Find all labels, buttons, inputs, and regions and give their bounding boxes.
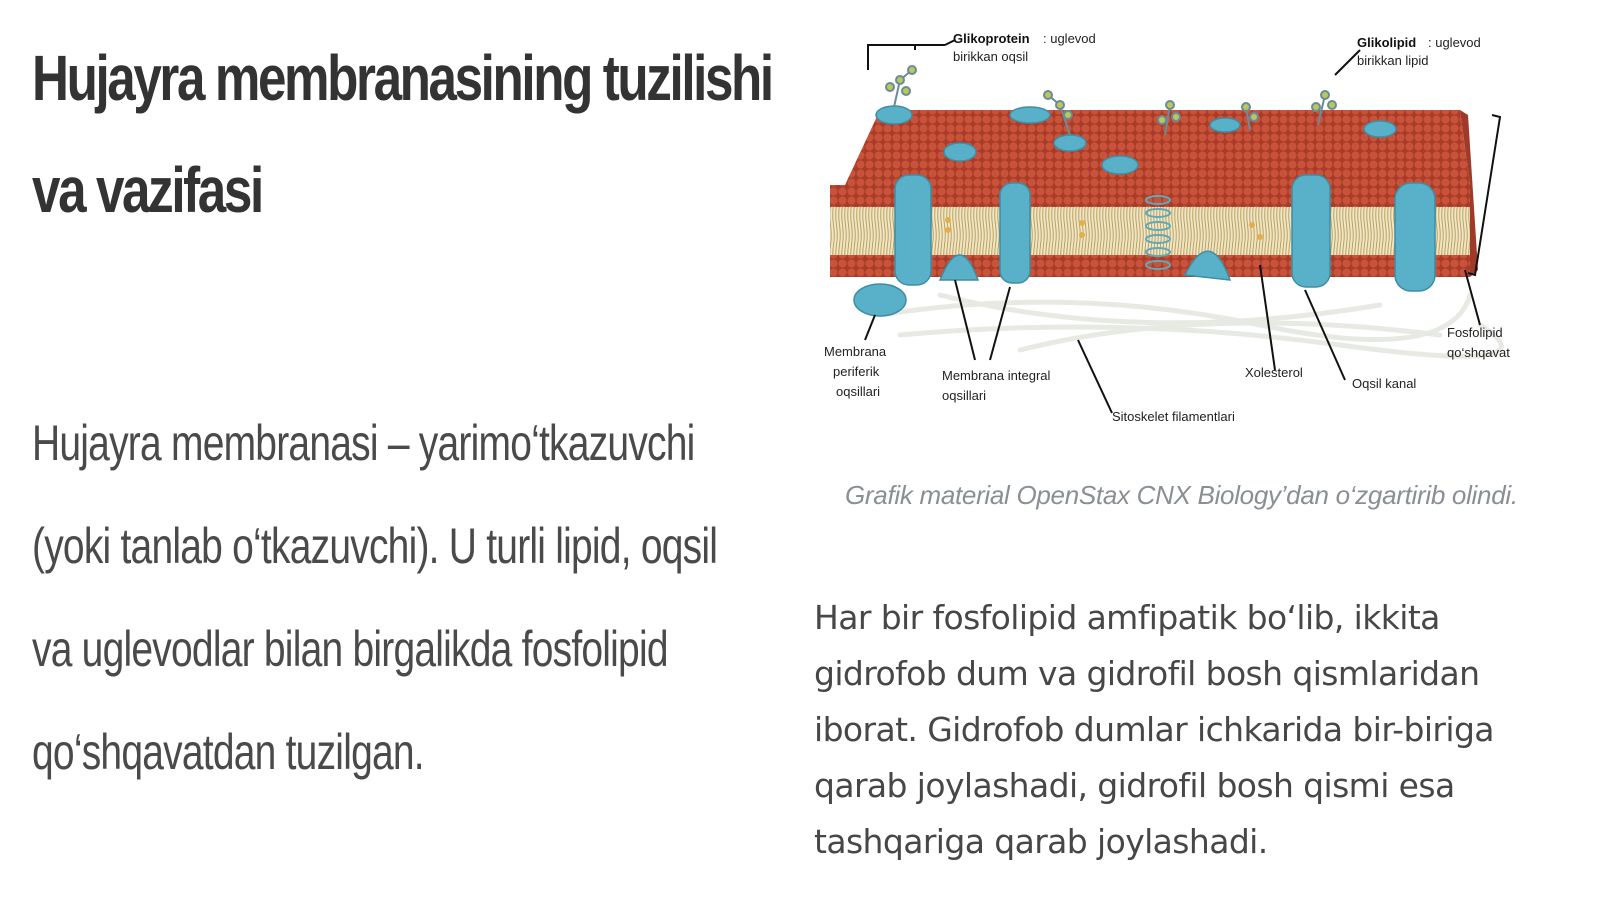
- label-glycoprotein-rest-1: : uglevod: [1043, 31, 1096, 46]
- membrane-illustration: [820, 25, 1540, 445]
- body-paragraph: Har bir fosfolipid amfipatik bo‘lib, ikkita gidrofob dum va gidrofil bosh qismlaridan iborat. Gidrofob dumlar ichkarida bir-biriga qarab joylashadi, gidrofil bosh qismi esa tashqariga qarab joylashadi.: [814, 598, 1494, 861]
- label-channel: Oqsil kanal: [1352, 376, 1417, 391]
- label-bilayer-2: qo‘shqavat: [1447, 345, 1510, 360]
- label-glycolipid-bold: Glikolipid: [1357, 35, 1417, 50]
- page-title: Hujayra membranasining tuzilishi va vazifasi: [32, 42, 772, 226]
- label-peripheral-1: Membrana: [824, 344, 887, 359]
- figure-caption: Grafik material OpenStax CNX Biology’dan o‘zgartirib olindi.: [845, 480, 1518, 510]
- label-integral-2: oqsillari: [942, 388, 987, 403]
- lead-paragraph: Hujayra membranasi – yarimo‘tkazuvchi (yoki tanlab o‘tkazuvchi). U turli lipid, oqsil va uglevodlar bilan birgalikda fosfolipid qo‘shqavatdan tuzilgan.: [32, 415, 718, 780]
- label-glycoprotein-rest-2: birikkan oqsil: [953, 49, 1029, 64]
- label-integral-1: Membrana integral: [942, 368, 1051, 383]
- label-glycolipid-rest-1: : uglevod: [1428, 35, 1481, 50]
- label-cholesterol: Xolesterol: [1245, 365, 1303, 380]
- label-glycolipid-rest-2: birikkan lipid: [1357, 53, 1429, 68]
- label-cytoskeleton: Sitoskelet filamentlari: [1112, 409, 1235, 424]
- label-bilayer-1: Fosfolipid: [1447, 325, 1503, 340]
- label-peripheral-3: oqsillari: [836, 384, 881, 399]
- cytoskeleton-filaments: [880, 295, 1501, 356]
- label-peripheral-2: periferik: [833, 364, 880, 379]
- membrane-diagram: [820, 25, 1540, 445]
- label-glycoprotein-bold: Glikoprotein: [953, 31, 1030, 46]
